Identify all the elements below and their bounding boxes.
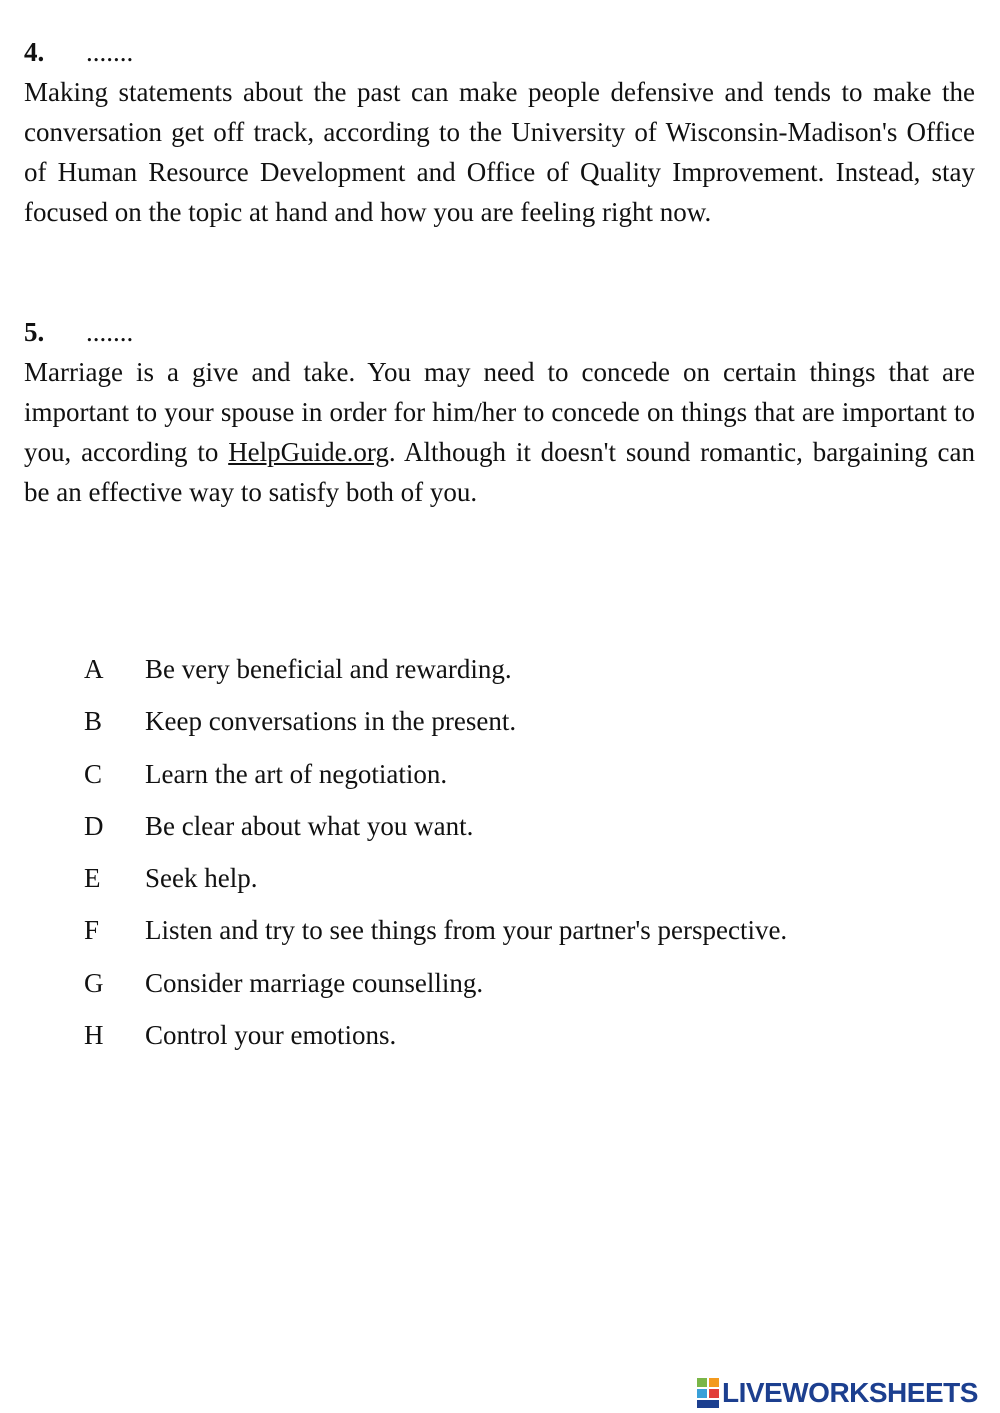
logo-block-orange bbox=[709, 1378, 719, 1387]
option-c bbox=[84, 749, 964, 801]
logo-text: LIVEWORKSHEETS bbox=[722, 1377, 978, 1408]
option-text: Seek help. bbox=[145, 863, 258, 894]
option-letter: H bbox=[84, 1020, 104, 1051]
answer-options-list bbox=[84, 644, 964, 1062]
option-letter: C bbox=[84, 758, 103, 789]
option-h bbox=[84, 1010, 964, 1062]
option-g bbox=[84, 958, 964, 1010]
logo-block-green bbox=[697, 1378, 707, 1387]
option-text: Be very beneficial and rewarding. bbox=[145, 654, 512, 684]
answer-blank[interactable]: ....... bbox=[86, 317, 134, 347]
liveworksheets-logo-icon bbox=[697, 1378, 719, 1408]
option-letter: F bbox=[84, 915, 100, 946]
question-number: 4. bbox=[24, 37, 45, 67]
question-header bbox=[24, 32, 975, 72]
answer-blank[interactable]: ....... bbox=[86, 37, 134, 67]
option-f bbox=[84, 905, 964, 957]
option-letter: E bbox=[84, 863, 101, 894]
option-letter: B bbox=[84, 706, 103, 737]
option-text: Learn the art of negotiation. bbox=[145, 758, 448, 789]
question-4 bbox=[24, 32, 975, 232]
option-text: Be clear about what you want. bbox=[145, 810, 474, 841]
question-text bbox=[24, 352, 975, 512]
option-text: Consider marriage counselling. bbox=[145, 967, 484, 998]
option-letter: D bbox=[84, 810, 104, 841]
option-a bbox=[84, 644, 964, 696]
question-text: Making statements about the past can make people defensive and tends to make the conversation get off track, according to the University of Wisconsin-Madison's Office of Human Resource Development and Office of Quality Improvement. Instead, stay focused on the topic at hand and how you are feeling right now. bbox=[24, 77, 975, 227]
option-text: Listen and try to see things from your partner's perspective. bbox=[145, 915, 788, 946]
option-letter: A bbox=[84, 654, 104, 684]
question-5 bbox=[24, 312, 975, 512]
logo-block-base bbox=[697, 1400, 719, 1408]
helpguide-link[interactable]: HelpGuide.org bbox=[228, 437, 389, 467]
option-text: Keep conversations in the present. bbox=[145, 706, 517, 737]
logo-block-blue bbox=[697, 1389, 707, 1398]
question-number: 5. bbox=[24, 317, 45, 347]
question-text-part: . Although it doesn't sound romantic, bargaining can be an effective way to satisfy both of you. bbox=[24, 437, 975, 507]
question-text-part: Marriage is a give and take. You may need to concede on certain things that are important to your spouse in order for him/her to concede on things that are important to you, according to bbox=[24, 357, 975, 467]
option-e bbox=[84, 853, 964, 905]
option-b bbox=[84, 696, 964, 748]
liveworksheets-logo bbox=[697, 1376, 978, 1410]
question-header bbox=[24, 312, 975, 352]
option-d bbox=[84, 801, 964, 853]
option-letter: G bbox=[84, 967, 104, 998]
option-text: Control your emotions. bbox=[145, 1020, 397, 1051]
logo-block-red bbox=[709, 1389, 719, 1398]
